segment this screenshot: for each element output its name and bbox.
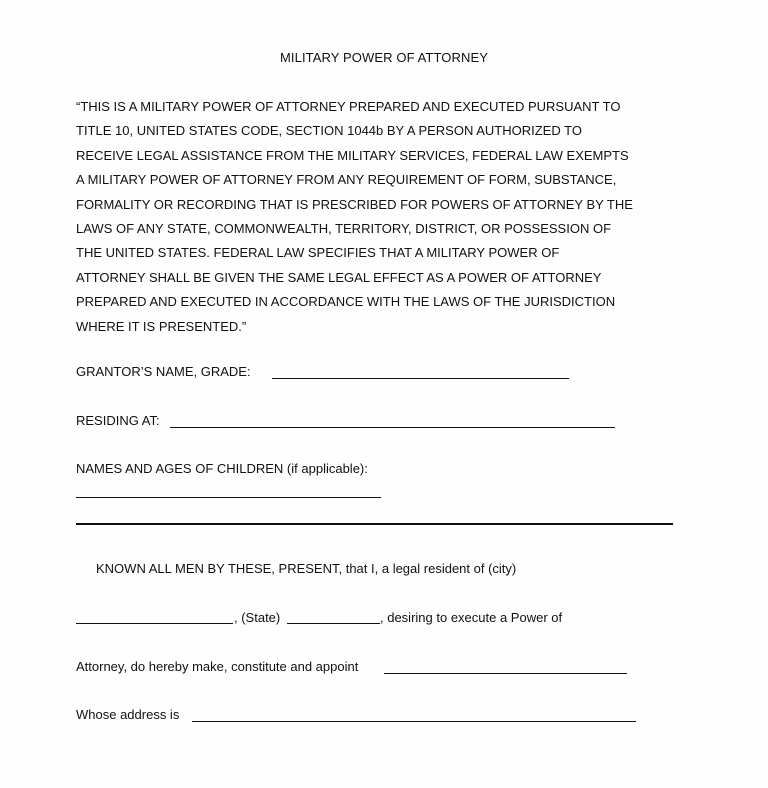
children-blank[interactable]: [76, 497, 381, 498]
paragraph-line: “THIS IS A MILITARY POWER OF ATTORNEY PREPARED AND EXECUTED PURSUANT TO: [76, 99, 621, 114]
state-field: [234, 610, 280, 625]
city-blank[interactable]: [76, 623, 233, 624]
children-field: [76, 461, 368, 476]
children-label: NAMES AND AGES OF CHILDREN (if applicable):: [76, 461, 368, 476]
paragraph-line: RECEIVE LEGAL ASSISTANCE FROM THE MILITARY SERVICES, FEDERAL LAW EXEMPTS: [76, 147, 629, 163]
paragraph-line: FORMALITY OR RECORDING THAT IS PRESCRIBED FOR POWERS OF ATTORNEY BY THE: [76, 196, 633, 212]
state-label: , (State): [234, 610, 281, 625]
appoint-field: [76, 659, 358, 674]
section-divider: [76, 523, 673, 525]
paragraph-line: PREPARED AND EXECUTED IN ACCORDANCE WITH THE LAWS OF THE JURISDICTION: [76, 294, 616, 310]
legal-notice-paragraph: [76, 95, 696, 339]
residing-address-blank[interactable]: [170, 427, 615, 428]
desiring-label: , desiring to execute a Power of: [380, 610, 563, 625]
document-title: MILITARY POWER OF ATTORNEY: [280, 50, 488, 65]
paragraph-line: LAWS OF ANY STATE, COMMONWEALTH, TERRITORY, DISTRICT, OR POSSESSION OF: [76, 221, 612, 237]
grantor-name-blank[interactable]: [272, 378, 569, 379]
address-label: Whose address is: [76, 707, 180, 722]
grantor-field: [76, 364, 251, 379]
attorney-name-blank[interactable]: [384, 673, 627, 674]
paragraph-line: THE UNITED STATES. FEDERAL LAW SPECIFIES THAT A MILITARY POWER OF: [76, 245, 560, 261]
desiring-field: [380, 610, 562, 625]
known-all-men-text: KNOWN ALL MEN BY THESE, PRESENT, that I, a legal resident of (city): [96, 561, 517, 576]
paragraph-line: TITLE 10, UNITED STATES CODE, SECTION 1044b BY A PERSON AUTHORIZED TO: [76, 123, 582, 139]
attorney-address-blank[interactable]: [192, 721, 636, 722]
residing-label: RESIDING AT:: [76, 413, 160, 428]
paragraph-line: A MILITARY POWER OF ATTORNEY FROM ANY REQUIREMENT OF FORM, SUBSTANCE,: [76, 172, 617, 188]
appoint-label: Attorney, do hereby make, constitute and appoint: [76, 659, 359, 674]
residing-field: [76, 413, 160, 428]
grantor-label: GRANTOR’S NAME, GRADE:: [76, 364, 251, 379]
paragraph-line: ATTORNEY SHALL BE GIVEN THE SAME LEGAL EFFECT AS A POWER OF ATTORNEY: [76, 269, 602, 285]
paragraph-line: WHERE IT IS PRESENTED.”: [76, 318, 247, 334]
known-all-men-field: [96, 561, 516, 576]
state-blank[interactable]: [287, 623, 380, 624]
address-field: [76, 707, 179, 722]
